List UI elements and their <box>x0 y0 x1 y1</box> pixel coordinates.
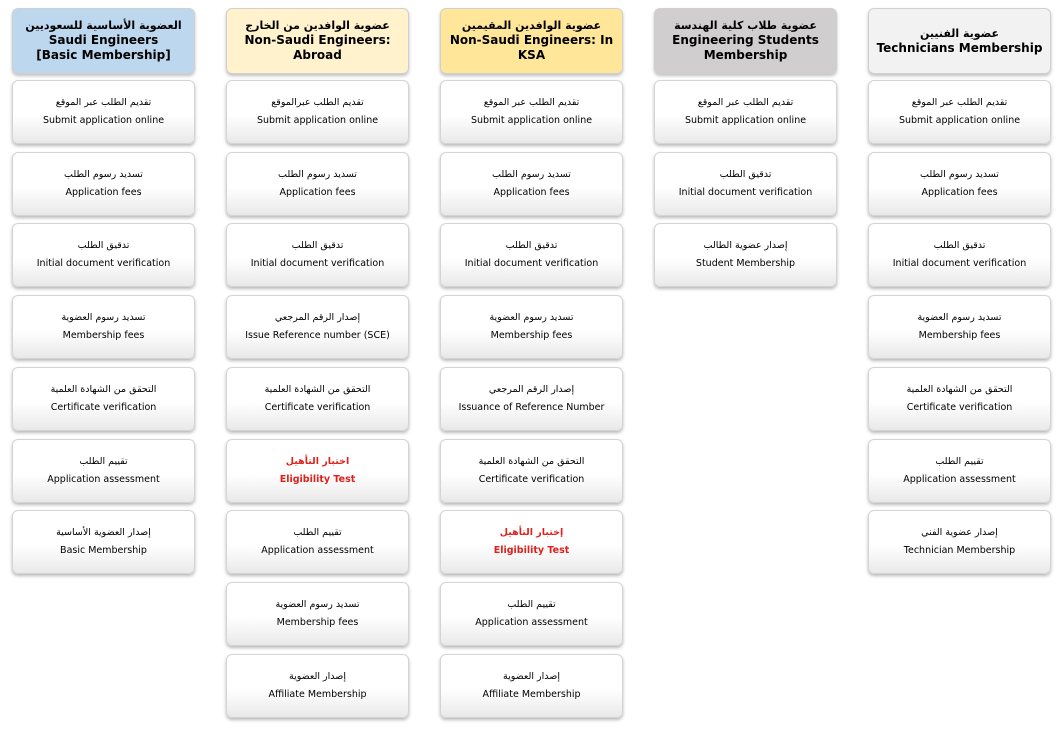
step-label-arabic: تسديد رسوم الطلب <box>278 168 357 180</box>
header-title-english: Technicians Membership <box>876 40 1043 55</box>
step-label-arabic: إصدار العضوية <box>503 670 560 682</box>
step-box <box>12 80 195 144</box>
step-box <box>12 295 195 359</box>
step-label-english: Application fees <box>921 186 998 198</box>
step-box <box>226 510 409 574</box>
header-title-english: Saudi Engineers <box>48 33 159 47</box>
step-label-english: Issuance of Reference Number <box>458 401 605 413</box>
step-label-arabic: تسديد رسوم العضوية <box>917 312 1002 324</box>
step-box <box>226 582 409 646</box>
step-label-arabic: إصدار العضوية <box>289 670 346 682</box>
column-ksa <box>440 8 623 700</box>
step-label-english: Eligibility Test <box>279 473 356 485</box>
step-label-arabic: إصدار العضوية الأساسية <box>56 527 151 539</box>
step-box <box>226 223 409 287</box>
step-label-english: Initial document verification <box>678 186 813 198</box>
column-basic <box>12 8 195 557</box>
step-label-arabic: التحقق من الشهادة العلمية <box>264 383 371 395</box>
step-box <box>226 80 409 144</box>
step-label-arabic: تدقيق الطلب <box>933 240 986 252</box>
step-label-english: Student Membership <box>695 258 796 270</box>
step-label-arabic: تقديم الطلب عبر الموقع <box>697 97 794 108</box>
step-label-english: Eligibility Test <box>493 545 570 557</box>
step-label-arabic: تسديد رسوم الطلب <box>64 168 143 180</box>
step-label-arabic: تقديم الطلب عبرالموقع <box>271 97 364 108</box>
step-box <box>868 439 1051 503</box>
step-label-arabic: تدقيق الطلب <box>505 240 558 252</box>
step-box <box>12 510 195 574</box>
step-label-arabic: تقييم الطلب <box>79 455 128 467</box>
step-label-english: Membership fees <box>918 330 1001 342</box>
step-label-arabic: اختبار التأهيل <box>285 455 350 467</box>
step-box <box>226 654 409 718</box>
column-abroad <box>226 8 409 700</box>
step-box <box>868 80 1051 144</box>
step-box <box>654 80 837 144</box>
header-title-arabic: عضوية طلاب كلية الهندسة <box>674 19 817 32</box>
step-label-english: Certificate verification <box>264 401 371 413</box>
step-label-english: Application assessment <box>475 616 588 628</box>
step-label-english: Application assessment <box>903 473 1016 485</box>
step-box <box>12 439 195 503</box>
step-box <box>868 510 1051 574</box>
header-title-english: KSA <box>517 48 546 62</box>
header-title-arabic: عضوية الوافدين المقيمين <box>461 19 602 32</box>
step-label-english: Application assessment <box>261 545 374 557</box>
step-box <box>12 367 195 431</box>
step-label-arabic: تسديد رسوم العضوية <box>61 312 146 324</box>
step-label-arabic: إصدار الرقم المرجعي <box>488 383 575 395</box>
column-technicians <box>868 8 1051 557</box>
step-label-arabic: التحقق من الشهادة العلمية <box>906 383 1013 395</box>
step-label-arabic: التحقق من الشهادة العلمية <box>478 455 585 467</box>
step-box <box>226 367 409 431</box>
header-title-english: Non-Saudi Engineers: In <box>449 33 614 47</box>
step-label-arabic: تقييم الطلب <box>935 455 984 467</box>
step-box <box>654 223 837 287</box>
header-title-english: [Basic Membership] <box>36 48 171 62</box>
step-label-english: Initial document verification <box>250 258 385 270</box>
step-label-english: Submit application online <box>256 115 379 126</box>
step-box <box>868 223 1051 287</box>
step-box <box>440 295 623 359</box>
step-label-english: Certificate verification <box>906 401 1013 413</box>
step-label-arabic: تسديد رسوم الطلب <box>492 168 571 180</box>
step-box <box>12 223 195 287</box>
step-label-arabic: تسديد رسوم العضوية <box>489 312 574 324</box>
step-box <box>226 152 409 216</box>
step-label-english: Submit application online <box>42 115 165 126</box>
header-title-english: Membership <box>703 48 788 62</box>
step-label-arabic: تقديم الطلب عبر الموقع <box>483 97 580 108</box>
step-label-arabic: تقييم الطلب <box>507 598 556 610</box>
header-title-english: Engineering Students <box>672 33 819 47</box>
step-label-english: Membership fees <box>490 330 573 342</box>
step-label-english: Application fees <box>493 186 570 198</box>
step-label-english: Initial document verification <box>36 258 171 270</box>
step-box <box>868 152 1051 216</box>
header-title-english: Abroad <box>293 48 342 62</box>
header-title-arabic: العضوية الأساسية للسعوديين <box>25 19 182 32</box>
step-label-arabic: تدقيق الطلب <box>719 168 772 180</box>
step-label-english: Submit application online <box>470 115 593 126</box>
step-box-highlighted <box>226 439 409 503</box>
step-box <box>226 295 409 359</box>
step-label-arabic: تقييم الطلب <box>293 527 342 539</box>
step-box-highlighted <box>440 510 623 574</box>
step-box <box>654 152 837 216</box>
step-label-english: Issue Reference number (SCE) <box>245 330 390 342</box>
step-label-arabic: تسديد رسوم العضوية <box>275 598 360 610</box>
step-label-english: Application assessment <box>47 473 160 485</box>
step-box <box>868 367 1051 431</box>
step-box <box>440 367 623 431</box>
step-box <box>440 439 623 503</box>
step-label-arabic: تسديد رسوم الطلب <box>920 168 999 180</box>
column-header-technicians <box>868 8 1051 74</box>
step-box <box>868 295 1051 359</box>
step-box <box>440 80 623 144</box>
step-label-english: Application fees <box>65 186 142 198</box>
step-label-english: Certificate verification <box>50 401 157 413</box>
step-label-english: Affiliate Membership <box>268 688 367 700</box>
step-label-english: Submit application online <box>898 115 1021 126</box>
column-header-basic <box>12 8 195 74</box>
step-label-english: Membership fees <box>62 330 145 342</box>
header-title-arabic: عضوية الوافدين من الخارج <box>245 19 390 32</box>
step-label-english: Membership fees <box>276 616 359 628</box>
step-box <box>440 152 623 216</box>
step-label-arabic: تقديم الطلب عبر الموقع <box>911 97 1008 108</box>
step-label-arabic: تدقيق الطلب <box>291 240 344 252</box>
step-label-arabic: تدقيق الطلب <box>77 240 130 252</box>
step-label-arabic: إصدار عضوية الطالب <box>703 240 788 252</box>
step-label-arabic: إختبار التأهيل <box>499 527 564 539</box>
step-label-arabic: تقديم الطلب عبر الموقع <box>55 97 152 108</box>
step-label-english: Submit application online <box>684 115 807 126</box>
step-label-english: Initial document verification <box>464 258 599 270</box>
step-label-english: Application fees <box>279 186 356 198</box>
step-label-arabic: إصدار عضوية الفني <box>921 527 998 539</box>
step-label-arabic: التحقق من الشهادة العلمية <box>50 383 157 395</box>
step-box <box>440 582 623 646</box>
step-box <box>12 152 195 216</box>
step-label-english: Initial document verification <box>892 258 1027 270</box>
step-box <box>440 654 623 718</box>
step-label-english: Affiliate Membership <box>482 688 581 700</box>
step-label-english: Technician Membership <box>903 545 1016 557</box>
column-students <box>654 8 837 270</box>
header-title-arabic: عضوية الفنيين <box>919 26 1000 40</box>
header-title-english: Non-Saudi Engineers: <box>244 33 391 47</box>
column-header-students <box>654 8 837 74</box>
column-header-abroad <box>226 8 409 74</box>
step-label-arabic: إصدار الرقم المرجعي <box>274 312 361 324</box>
column-header-ksa <box>440 8 623 74</box>
step-label-english: Basic Membership <box>60 545 147 557</box>
step-label-english: Certificate verification <box>478 473 585 485</box>
step-box <box>440 223 623 287</box>
